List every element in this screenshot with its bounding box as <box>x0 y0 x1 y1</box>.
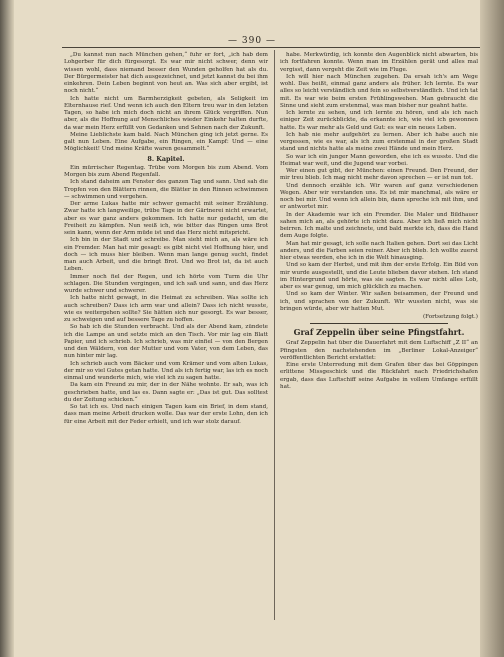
story-continuation <box>280 52 478 313</box>
article-heading: Graf Zeppelin über seine Pfingstfahrt. <box>293 327 465 338</box>
story-part-2 <box>64 165 268 426</box>
binding-shadow <box>480 0 504 657</box>
paragraph: Graf Zeppelin hat über die Dauerfahrt mit dem Luftschiff „Z II“ an Pfingsten den nachstehenden im „Berliner Lokal-Anzeiger“ veröffentlichten Bericht erstattet: <box>280 340 478 361</box>
paragraph: So tat ich es. Und nach einigen Tagen kam ein Brief, in dem stand, dass man meine Arbeit drucken wolle. Das war der erste Lohn, den ich für eine Arbeit mit der Feder erhielt, und ich war stolz darauf. <box>64 404 268 425</box>
paragraph: Ich hatte nicht um Barmherzigkeit gebeten, als Seligkeit im Elternhause rief. Und wenn ich auch den Eltern treu war in den letzten Tagen, so habe ich mich doch nicht an ihrem Glück vergriffen. Nun aber, als die Hoffnung auf Menschliches wieder Einkehr halten durfte, da war mein Herz erfüllt von Gedanken und Sehnen nach der Zukunft. <box>64 95 268 131</box>
paragraph: habe. Merkwürdig, ich konnte den Augenblick nicht abwarten, bis ich fortfahren konnte. Wenn man im Erzählen gerät und alles mal vergisst, dann vergeht die Zeit wie im Fluge. <box>280 52 478 73</box>
right-column <box>280 52 478 391</box>
continuation-note: (Fortsetzung folgt.) <box>422 314 478 320</box>
paragraph: Ich hatte nicht gewagt, in die Heimat zu schreiben. Was sollte ich auch schreiben? Dass ich arm war und allein? Dass ich nicht wusste, wie es weitergehen sollte? Sie hätten sich nur gesorgt. Es war besser, zu schweigen und auf bessere Tage zu hoffen. <box>64 295 268 323</box>
paragraph: Ich stand daheim am Fenster des ganzen Tag und sann. Und sah die Tropfen von den Blättern rinnen, die Blätter in den Rinnen schwimmen — schwimmen und vergehen. <box>64 179 268 200</box>
paragraph: Ich lernte zu sehen, und ich lernte zu hören, und als ich nach einiger Zeit zurückblickte, da erkannte ich, wie viel ich gewonnen hatte. Es war mehr als Geld und Gut: es war ein neues Leben. <box>280 110 478 131</box>
paragraph: Wer einen gut gibt, der München: einen Freund. Den Freund, der mir treu blieb. Ich mag nicht mehr davon sprechen — er ist nun tot. <box>280 168 478 182</box>
paragraph: Und dennoch erzähle ich. Wir waren auf ganz verschiedenen Wegen. Aber wir verstanden uns. Es ist mir manchmal, als wäre er noch bei mir. Und wenn ich allein bin, dann spreche ich mit ihm, und er antwortet mir. <box>280 182 478 211</box>
paragraph: Da kam ein Freund zu mir, der in der Nähe wohnte. Er sah, was ich geschrieben hatte, und las es. Dann sagte er: „Das ist gut. Das solltest du der Zeitung schicken.“ <box>64 382 268 403</box>
column-divider <box>274 50 275 620</box>
paragraph: Ich schrieb auch vom Bäcker und vom Krämer und vom alten Lukas, der mir so viel Gutes getan hatte. Und als ich fertig war, las ich es noch einmal und wunderte mich, wie viel ich zu sagen hatte. <box>64 360 268 381</box>
paragraph: Ich hab nie mehr aufgehört zu lernen. Aber ich habe auch nie vergessen, wie es war, als ich zum erstenmal in der großen Stadt stand und nichts hatte als meine zwei Hände und mein Herz. <box>280 131 478 153</box>
article-separator <box>310 323 448 324</box>
paragraph: Immer noch fiel der Regen, und ich hörte vom Turm die Uhr schlagen. Die Stunden vergingen, und ich saß und sann, und das Herz wurde schwer und schwerer. <box>64 273 268 294</box>
page-gutter-shadow <box>0 0 14 657</box>
paragraph: Und so kam der Winter. Wir saßen beisammen, der Freund und ich, und sprachen von der Zukunft. Wir wussten nicht, was sie bringen würde, aber wir hatten Mut. <box>280 291 478 312</box>
paragraph: Und so kam der Herbst, und mit ihm der erste Erfolg. Ein Bild von mir wurde ausgestellt, und die Leute blieben davor stehen. Ich stand im Hintergrund und hörte, was sie sagten. Es war nicht alles Lob, aber es war genug, um mich glücklich zu machen. <box>280 262 478 290</box>
chapter-heading: 8. Kapitel. <box>147 154 185 163</box>
paragraph: „Du kannst nun nach München gehen,“ fuhr er fort, „ich hab dem Lohgerber für dich fürgesorgt. Es war mir nicht schwer, denn wir wissen wohl, dass niemand besser den Wunden geholfen hat als du. Der Bürgermeister hat dich ausgezeichnet, und jetzt kannst du bei ihm einkehren. Dein Leben beginnt von heut an. Was sich aber ergibt, ist noch nicht.“ <box>64 52 268 95</box>
paragraph: Ein mürrischer Regentag. Trübe vom Morgen bis zum Abend. Vom Morgen bis zum Abend Regenfall. <box>64 164 268 178</box>
paragraph: Ich bin in der Stadt und schreibe. Man sieht mich an, als wäre ich ein Fremder. Man hat mir gesagt: es gibt nicht viel Hoffnung hier, und doch — ich muss hier bleiben. Wenn man lange genug sucht, findet man auch Arbeit, und die bringt Brot. Und wo Brot ist, da ist auch Leben. <box>64 237 268 273</box>
paragraph: So hab ich die Stunden verbracht. Und als der Abend kam, zündete ich die Lampe an und setzte mich an den Tisch. Vor mir lag ein Blatt Papier, und ich schrieb. Ich schrieb, was mir einfiel — von den Bergen und den Wäldern, von der Mutter und vom Vater, von dem Leben, das nun hinter mir lag. <box>64 324 268 360</box>
paragraph: Ich will hier nach München zugehen. Da ersah ich's am Wege wohl. Das heißt, einmal ganz anders als früher. Ich lernte. Es war alles so leicht verständlich und fein so selbstverständlich. Und ich tat mit. Es war wie beim ersten Frühlingswehen. Man gebraucht die Sinne und sieht zum erstenmal, was man bisher nur geahnt hatte. <box>280 73 478 109</box>
paragraph: Meine Lieblichste kam bald. Nach München ging ich jetzt gerne. Es galt nun Leben. Eine Aufgabe, ein Ringen, ein Kampf: Und — eine Möglichkeit! Und meine Kräfte waren gesammelt.“ <box>64 131 268 153</box>
paragraph: Der arme Lukas hatte mir schwer gemacht mit seiner Erzählung. Zwar hatte ich langweilige, trübe Tage in der Gärtnerei nicht erwartet, aber es war ganz anders gekommen. Ich hatte nur gedacht, um die Freiheit zu kämpfen. Nun weiß ich, wie bitter das Ringen ums Brot sein kann, wenn der Arm müde ist und das Herz nicht mitspricht. <box>64 201 268 236</box>
zeppelin-article <box>280 340 478 391</box>
paragraph: In der Akademie war ich ein Fremder. Die Maler und Bildhauer sahen mich an, als gehörte ich nicht dazu. Aber ich ließ mich nicht beirren. Ich malte und zeichnete, und bald merkte ich, dass die Hand dem Auge folgte. <box>280 211 478 240</box>
story-part-1 <box>64 52 268 154</box>
left-column <box>64 52 268 426</box>
header-rule <box>62 47 480 48</box>
paragraph: So war ich ein junger Mann geworden, ehe ich es wusste. Und die Heimat war weit, und die Jugend war vorbei. <box>280 153 478 167</box>
page-number: — 390 — <box>228 36 276 46</box>
paragraph: Man hat mir gesagt, ich solle nach Italien gehen. Dort sei das Licht anders, und die Farben seien reiner. Aber ich blieb. Ich wollte zuerst hier etwas werden, ehe ich in die Welt hinausging. <box>280 240 478 261</box>
paragraph: Eine erste Unterredung mit dem Grafen über das bei Göppingen erlittene Missgeschick und die Rückfahrt nach Friedrichshafen ergab, dass das Luftschiff seine Aufgabe in vollem Umfange erfüllt hat. <box>280 362 478 390</box>
